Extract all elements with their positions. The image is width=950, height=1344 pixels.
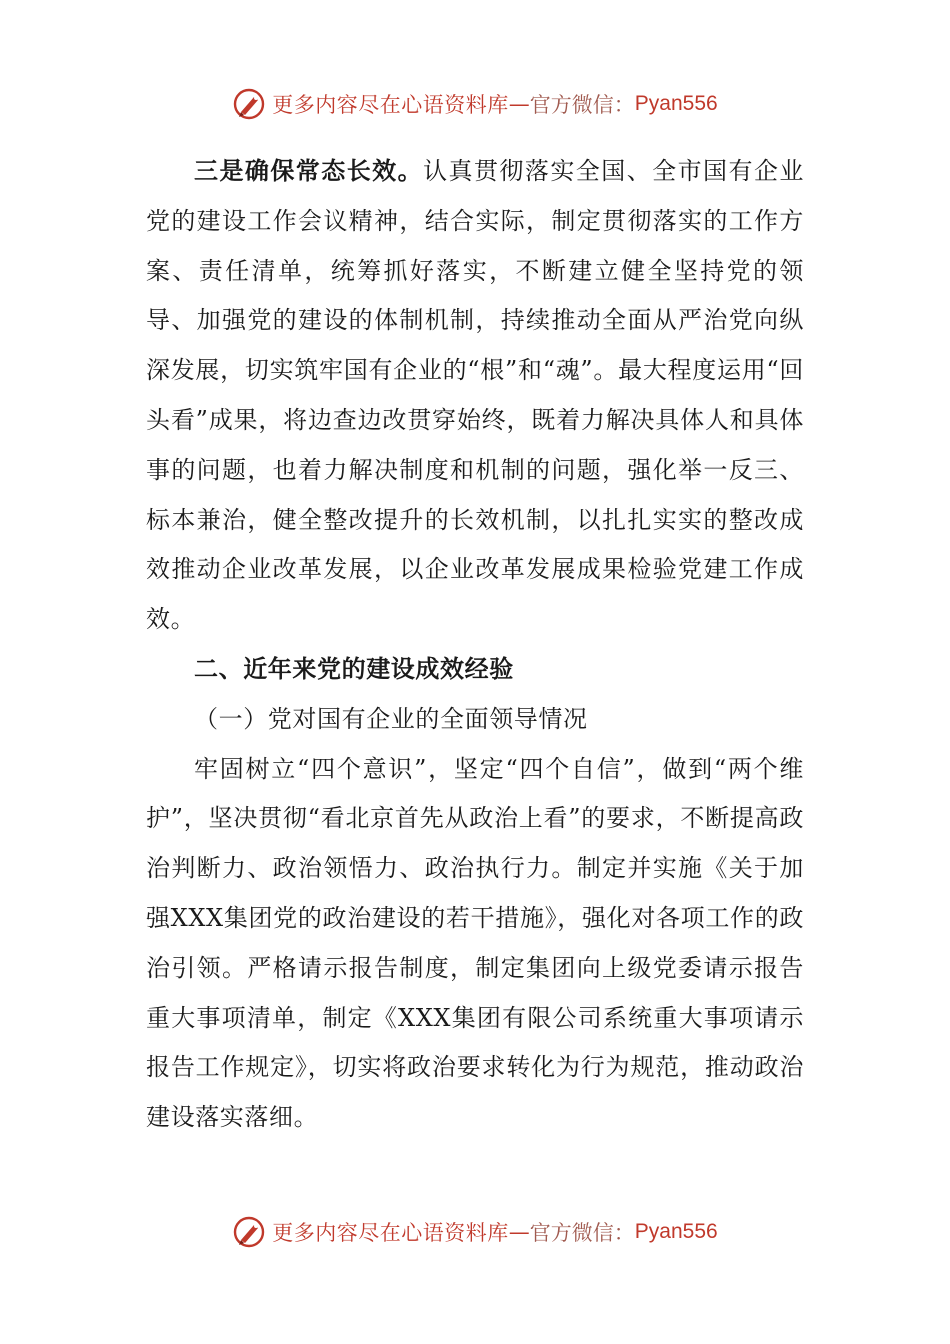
section-heading: 二、近年来党的建设成效经验 [194, 654, 514, 683]
watermark-code: Pyan556 [634, 92, 718, 115]
watermark-sub: 官方微信： [529, 93, 635, 117]
watermark-text: 更多内容尽在心语资料库 [272, 1221, 509, 1245]
watermark-text: 更多内容尽在心语资料库 [272, 93, 509, 117]
paragraph-1 [146, 147, 804, 645]
watermark-dash: — [508, 92, 530, 116]
paragraph-1-text: 认真贯彻落实全国、全市国有企业党的建设工作会议精神，结合实际，制定贯彻落实的工作方案、责任清单，统筹抓好落实，不断建立健全坚持党的领导、加强党的建设的体制机制，持续推动全面从严治党向纵深发展，切实筑牢国有企业的“根”和“魂”。最大程度运用“回头看”成果，将边查边改贯穿始终，既着力解决具体人和具体事的问题，也着力解决制度和机制的问题，强化举一反三、标本兼治，健全整改提升的长效机制，以扎扎实实的整改成效推动企业改革发展，以企业改革发展成果检验党建工作成效。 [146, 157, 805, 634]
watermark-dash: — [508, 1220, 530, 1244]
header-watermark [0, 84, 950, 124]
paragraph-2: 牢固树立“四个意识”，坚定“四个自信”，做到“两个维护”，坚决贯彻“看北京首先从政治上看”的要求，不断提高政治判断力、政治领悟力、政治执行力。制定并实施《关于加强XXX集团党的政治建设的若干措施》，强化对各项工作的政治引领。严格请示报告制度，制定集团向上级党委请示报告重大事项清单，制定《XXX集团有限公司系统重大事项请示报告工作规定》，切实将政治要求转化为行为规范，推动政治建设落实落细。 [146, 754, 804, 1132]
pen-logo-icon [232, 87, 266, 121]
watermark-sub: 官方微信： [529, 1221, 635, 1245]
footer-watermark [0, 1212, 950, 1252]
watermark-code: Pyan556 [634, 1220, 718, 1243]
subsection-heading: （一）党对国有企业的全面领导情况 [194, 704, 588, 733]
paragraph-1-lead: 三是确保常态长效。 [194, 157, 424, 185]
document-body [146, 147, 804, 1143]
pen-logo-icon [232, 1215, 266, 1249]
